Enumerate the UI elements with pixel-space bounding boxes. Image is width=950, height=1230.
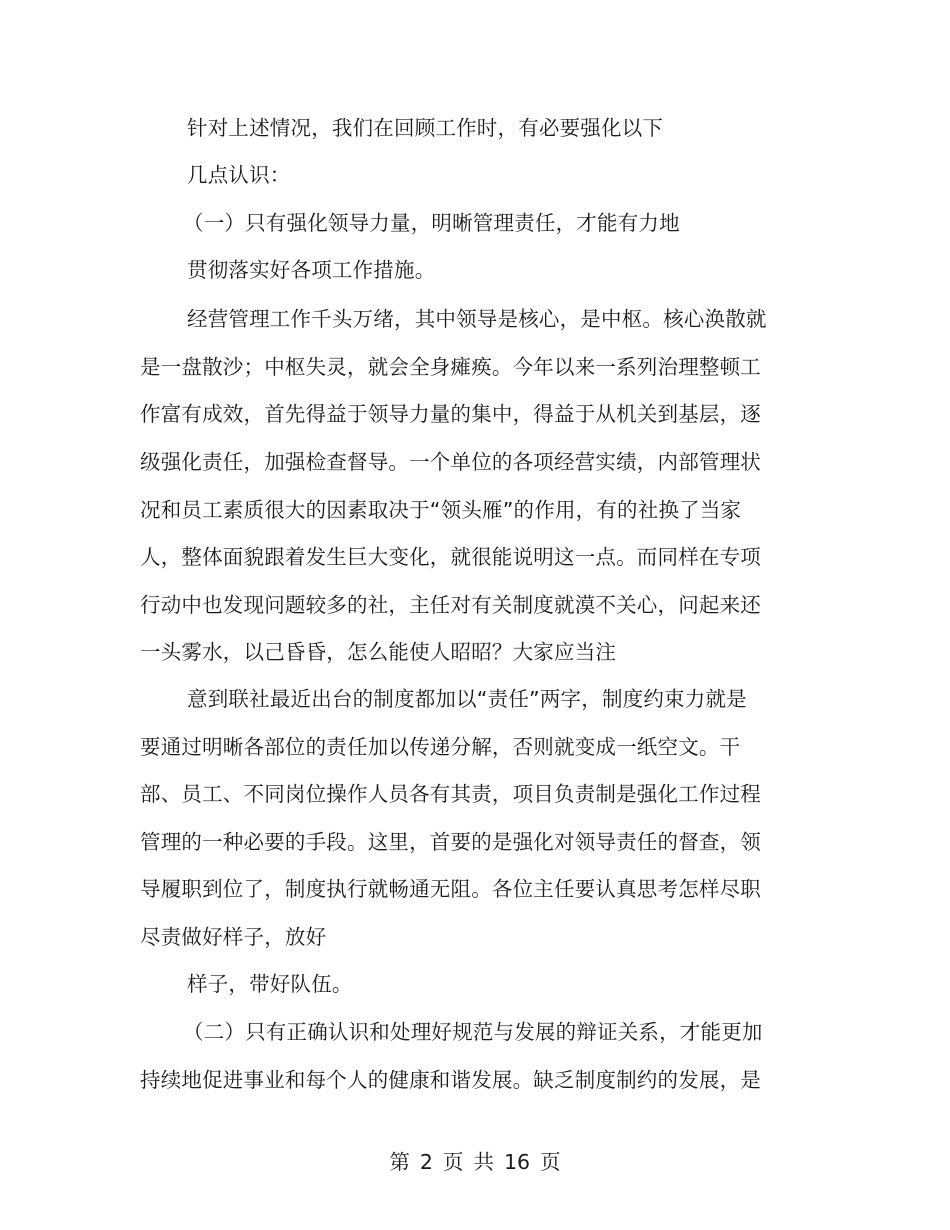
page-number: 2 (419, 1150, 433, 1174)
text-line: 一头雾水，以己昏昏，怎么能使人昭昭？大家应当注 (140, 640, 617, 664)
text-line: 样子，带好队伍。 (187, 972, 353, 996)
page-footer (0, 1148, 950, 1176)
text-line: 况和员工素质很大的因素取决于“领头雁”的作用，有的社换了当家 (140, 498, 742, 522)
text-line: 导履职到位了，制度执行就畅通无阻。各位主任要认真思考怎样尽职 (140, 877, 761, 901)
page-label-suffix: 页 (442, 1150, 464, 1174)
total-pages: 16 (503, 1150, 531, 1174)
paragraph-start: 经营管理工作千头万绪，其中领导是核心，是中枢。核心涣散就 (187, 307, 767, 331)
total-label-suffix: 页 (540, 1150, 561, 1174)
section-heading-2: （二）只有正确认识和处理好规范与发展的辩证关系，才能更加 (183, 1020, 763, 1044)
text-line: 管理的一种必要的手段。这里，首要的是强化对领导责任的督查，领 (140, 830, 761, 854)
text-line: 行动中也发现问题较多的社，主任对有关制度就漠不关心，问起来还 (140, 593, 761, 617)
page-label-prefix: 第 (389, 1150, 410, 1174)
text-line: 人，整体面貌跟着发生巨大变化，就很能说明这一点。而同样在专项 (140, 545, 761, 569)
text-line: 针对上述情况，我们在回顾工作时，有必要强化以下 (187, 116, 664, 140)
text-line: 几点认识： (187, 163, 291, 187)
total-label-prefix: 共 (473, 1150, 494, 1174)
paragraph-start: 意到联社最近出台的制度都加以“责任”两字，制度约束力就是 (187, 687, 747, 711)
text-line: 持续地促进事业和每个人的健康和谐发展。缺乏制度制约的发展，是 (140, 1068, 761, 1092)
text-line: 级强化责任，加强检查督导。一个单位的各项经营实绩，内部管理状 (140, 450, 761, 474)
text-line: 贯彻落实好各项工作措施。 (187, 258, 436, 282)
text-line: 是一盘散沙；中枢失灵，就会全身瘫痪。今年以来一系列治理整顿工 (140, 355, 761, 379)
text-line: 部、员工、不同岗位操作人员各有其责，项目负责制是强化工作过程 (140, 782, 761, 806)
section-heading-1: （一）只有强化领导力量，明晰管理责任，才能有力地 (183, 211, 680, 235)
text-line: 作富有成效，首先得益于领导力量的集中，得益于从机关到基层，逐 (140, 402, 761, 426)
text-line: 尽责做好样子，放好 (140, 925, 327, 949)
text-line: 要通过明晰各部位的责任加以传递分解，否则就变成一纸空文。干 (140, 735, 741, 759)
